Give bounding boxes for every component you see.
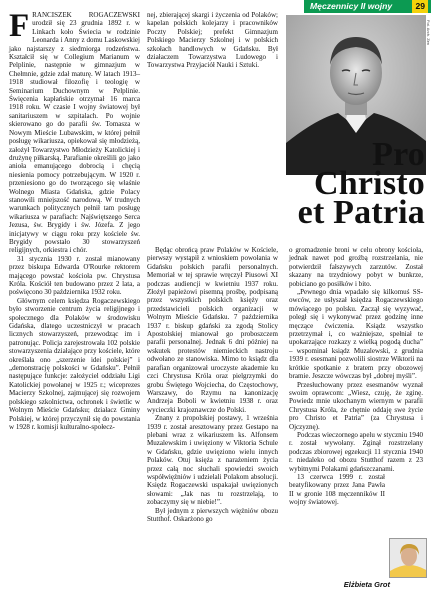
paragraph: Głównym celem księdza Rogaczewskiego było stworzenie centrum życia religijnego i społecznego dla Polaków w środowisku Gdańska, dlatego uczestniczył w pracach licznych stowarzyszeń, przewodząc im i patronując. Policja zarejestrowała 102 polskie stowarzyszenia działające przy kościele, które określała ono „szerzenie idei polskiej” i „demonstrację polskości w Gdańsku”. Pełnił następujące funkcje: założyciel oddziału Ligi Katolickiej powołanej w 1925 r.; wiceprezes Macierzy Szkolnej, zajmującej się rozwojem polskiego szkolnictwa, ochronek i świetlic w Wolnym Mieście Gdańsku; działacz Gminy Polskiej, w której przyczynił się do powstania w 1928 r. komisji kulturalno-społecz- xyxy=(9,296,140,431)
paragraph: Był jednym z pierwszych więźniów obozu Stutthof. Oskarżono go xyxy=(147,506,278,523)
photo-credit: Fot. Arch. Zen xyxy=(426,20,431,46)
paragraph: 13 czerwca 1999 r. został beatyfikowany przez Jana Pawła II w gronie 108 męczenników II wojny światowej. xyxy=(289,472,385,507)
text-column-2 xyxy=(147,246,278,523)
section-title: Męczennicy II wojny xyxy=(310,1,393,11)
paragraph: RANCISZEK ROGACZEWSKI urodził się 23 grudnia 1892 r. w Linkach koło Świecia w rodzinie Leonarda i Anny z domu Laskowskiej jako najstarszy z siedmiorga rodzeństwa. Kształcił się w Collegium Marianum w Pelplinie, następnie w gimnazjum w Chełmnie, gdzie zdał maturę. W latach 1913–1918 studiował filozofię i teologię w Seminarium Duchownym w Pelplinie. Święcenia kapłańskie otrzymał 16 marca 1918 roku. W czasie I wojny światowej był sanitariuszem w szpitalach. Po wojnie skierowano go do parafii św. Tomasza w Nowym Mieście Lubawskim, w której pełnił posługę wikariusza, opiekował się młodzieżą, założył Towarzystwo Młodzieży Katolickiej i drużynę piłkarską. Parafianie określili go jako anioła emanującego dobrocią i chęcią niesienia pomocy potrzebującym. W 1920 r. przeniesiono go do tworzącego się właśnie Wolnego Miasta Gdańska, gdzie Polacy stanowili mniejszość narodową. W trudnych warunkach politycznych pełnił tam posługę wikariusza w parafiach: Najświętszego Serca Jezusa, św. Brygidy i św. Józefa. Z jego inicjatywy w ciągu roku przy kościele św. Brygidy powstało 30 stowarzyszeń religijnych, orkiestra i chór. xyxy=(9,11,140,255)
title-line-3: et Patria xyxy=(297,194,425,231)
paragraph: „Pewnego dnia wpadało się kilkomuś SS-owców, ze usłyszał księdza Rogaczewskiego mówiącego po polsku. Zaczął się wyzywać, poległ się i wykonywać przez godzinę inne męczące ćwiczenia. Ksiądz wszystko przetrzymał i, co ważniejsze, spełniał te upokarzające rozkazy z wielką pogodą ducha” – wspominał ksiądz Muzalewski, z grudnia 1939 r. esesmani pozwolili siostrze Wiktorii na krótkie spotkanie z bratem przy obozowej bramie. Jeszcze wówczas był „dobrej myśli”. xyxy=(289,288,423,381)
lead-paragraph xyxy=(9,8,140,255)
text-column-2-top xyxy=(147,11,278,70)
paragraph: o gromadzenie broni w celu obrony kościoła, jednak nawet pod groźbą rozstrzelania, nie potwierdził fałszywych zarzutów. Został skazany na trzydniowy pobyt w bunkrze, pobiciano go posiłków i bito. xyxy=(289,246,423,288)
paragraph: Przesłuchowany przez esesmanów wyznał swoim oprawcom: „Wiesz, czuję, że zginę. Powiedz mnie ukochanym wiernym w parafii Chrystusa Króla, że chętnie oddaję swe życie pro Christo et Patria” (za Chrystusa i Ojczyznę). xyxy=(289,380,423,431)
paragraph: Będąc obrońcą praw Polaków w Kościele, pierwszy wystąpił z wnioskiem powołania w Gdańsku polskich parafii personalnych. Memoriał w tej sprawie wręczył Piusowi XI podczas audiencji w kwietniu 1937 roku. Złożył papieżowi pisemną prośbę, podpisaną przez wszystkich polskich księży oraz przedstawicieli polskich organizacji w Wolnym Mieście Gdańsku. 7 października 1937 r. biskup gdański za zgodą Stolicy Apostolskiej mianował go proboszczem parafii personalnej. Jednak 6 dni później na wskutek protestów niemieckich nastroju odwołano ze stanowiska. Mimo to ksiądz dla parafian organizował uroczyste akademie ku czci Chrystusa Króla oraz pielgrzymki do grobu Świętego Wojciecha, do Częstochowy, Warszawy, do Rzymu na kanonizację Andrzeja Boboli w kwietniu 1938 r. oraz wycieczki krajoznawcze do Polski. xyxy=(147,246,278,414)
paragraph: nej, zbierającej skargi i życzenia od Polaków; kapelan polskich kolejarzy i pracowników Poczty Polskiej; prefekt Gimnazjum Polskiego Macierzy Szkolnej i w polskich szkołach handlowych w Gdańsku. Był działaczem Towarzystwa Ludowego i Towarzystwa Przyjaciół Nauki i Sztuki. xyxy=(147,11,278,70)
article-title xyxy=(213,136,425,231)
text-column-1 xyxy=(9,8,140,431)
title-line-2: Christo xyxy=(314,165,425,202)
title-line-1: Pro xyxy=(372,136,425,173)
paragraph: Podczas wieczornego apelu w styczniu 1940 r. został wywołany. Zginął rozstrzelany podczas zbiorowej egzekucji 11 stycznia 1940 r. niedaleko od obozu Stutthof razem z 23 wybitnymi Polakami gdańszczanami. xyxy=(289,430,423,473)
text-column-3 xyxy=(289,246,423,507)
drop-cap: F xyxy=(9,8,30,44)
page-number: 29 xyxy=(412,0,428,13)
paragraph: Znany z propolskiej postawy, 1 września 1939 r. został aresztowany przez Gestapo na plebani wraz z wikariuszem ks. Alfonsem Muzalewskim i uwięziony w Viktoria Schule w Gdańsku, gdzie uwięziono wielu innych Polaków. Otuj księża z narażeniem życia przez całą noc słuchali spowiedzi swoich współwięźniów i udzielali Polakom absolucji. Księdz Rogaczewski uspakajał uwięzionych słowami: „Jak nas tu rozstrzelają, to zobaczymy się w niebie!”. xyxy=(147,414,278,507)
page-header-bar xyxy=(304,0,431,13)
author-portrait-image xyxy=(390,539,427,578)
paragraph: 31 stycznia 1930 r. został mianowany przez biskupa Edwarda O'Rourke rektorem mającego powstać kościoła pw. Chrystusa Króla. Kościół ten budowano przez 2 lata, a poświęcono 30 października 1932 roku. xyxy=(9,254,140,297)
author-photo xyxy=(389,538,427,578)
author-signature: Elżbieta Grot xyxy=(343,580,390,589)
